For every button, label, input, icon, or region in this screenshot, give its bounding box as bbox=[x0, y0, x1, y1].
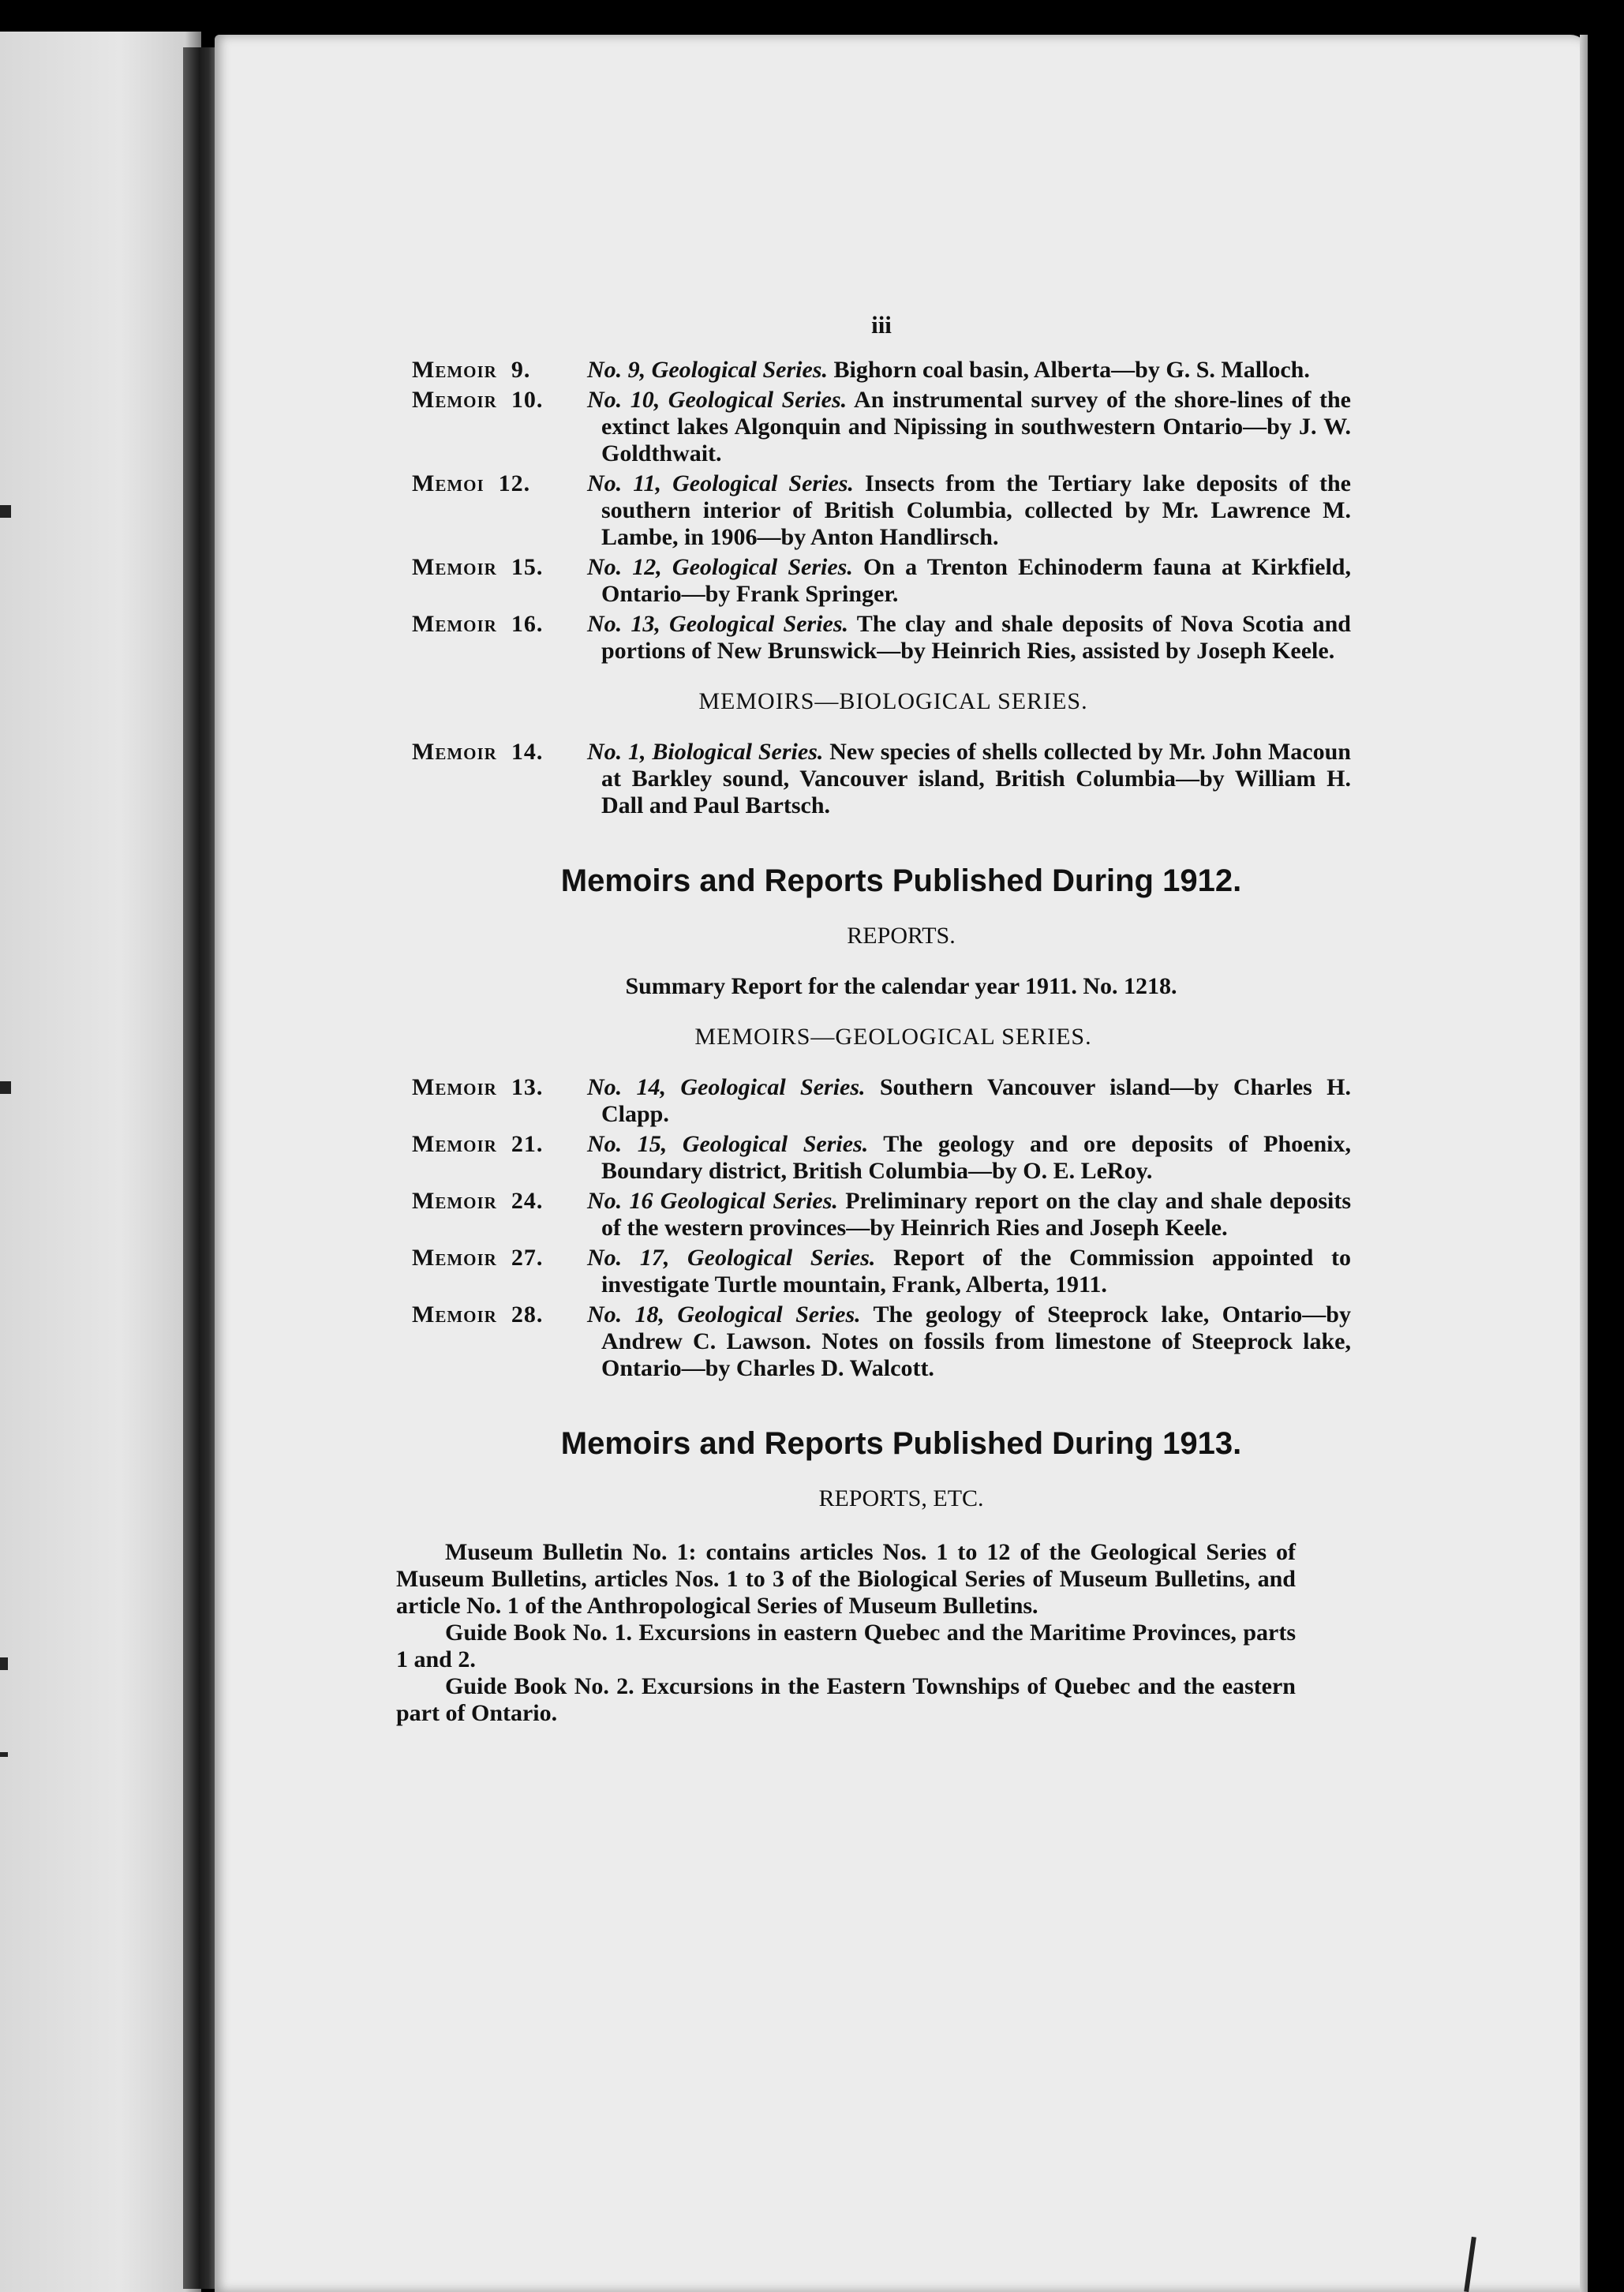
memoir-entry bbox=[412, 1301, 1548, 1382]
series-name: No. 17, Geological Series. bbox=[587, 1245, 876, 1271]
memoir-entry bbox=[412, 554, 1548, 608]
memoir-label bbox=[412, 611, 587, 638]
memoir-number: 28. bbox=[511, 1301, 544, 1328]
memoir-number: 12. bbox=[498, 470, 531, 496]
memoir-description bbox=[587, 357, 1351, 384]
report-paragraph: Guide Book No. 2. Excursions in the Eastern Townships of Quebec and the eastern part of Ontario. bbox=[396, 1673, 1296, 1726]
memoir-number: 15. bbox=[511, 554, 544, 580]
heading-1913: Memoirs and Reports Published During 1913. bbox=[560, 1426, 1242, 1461]
memoir-label bbox=[412, 554, 587, 581]
memoir-description bbox=[587, 1188, 1351, 1242]
memoir-word: Memoir bbox=[412, 387, 497, 413]
memoir-description bbox=[587, 470, 1351, 551]
series-name: No. 1, Biological Series. bbox=[587, 739, 824, 765]
memoir-title: Preliminary report on the clay and shale deposits of the western provinces—by Heinrich Ries and Joseph Keele. bbox=[601, 1188, 1351, 1241]
memoir-title: Southern Vancouver island—by Charles H. Clapp. bbox=[601, 1074, 1351, 1127]
memoir-label bbox=[412, 1245, 587, 1271]
memoir-description bbox=[587, 1074, 1351, 1128]
memoir-description bbox=[587, 1245, 1351, 1298]
memoir-label bbox=[412, 357, 587, 384]
series-name: No. 18, Geological Series. bbox=[587, 1301, 861, 1328]
memoir-entry bbox=[412, 1131, 1548, 1185]
edge-mark bbox=[0, 1752, 8, 1757]
memoir-label bbox=[412, 1188, 587, 1215]
biological-series-heading: MEMOIRS—BIOLOGICAL SERIES. bbox=[698, 688, 1088, 714]
memoir-entry bbox=[412, 470, 1548, 551]
memoir-word: Memoir bbox=[412, 1188, 497, 1214]
memoir-description bbox=[587, 1301, 1351, 1382]
memoir-word: Memoir bbox=[412, 1245, 497, 1271]
memoir-entry bbox=[412, 739, 1548, 819]
memoir-label bbox=[412, 1131, 587, 1158]
geological-series-heading-1912: MEMOIRS—GEOLOGICAL SERIES. bbox=[694, 1024, 1092, 1050]
memoir-number: 14. bbox=[511, 739, 544, 765]
memoir-number: 16. bbox=[511, 611, 544, 637]
memoir-list-top bbox=[412, 357, 1548, 665]
memoir-description bbox=[587, 554, 1351, 608]
memoir-number: 27. bbox=[511, 1245, 544, 1271]
memoir-entry bbox=[412, 357, 1548, 384]
series-name: No. 11, Geological Series. bbox=[587, 470, 854, 496]
heading-1912: Memoirs and Reports Published During 1912. bbox=[560, 863, 1242, 898]
memoir-label bbox=[412, 1301, 587, 1328]
memoir-title: The clay and shale deposits of Nova Scotia and portions of New Brunswick—by Heinrich Ries, assisted by Joseph Keele. bbox=[601, 611, 1351, 664]
memoir-description bbox=[587, 1131, 1351, 1185]
memoir-word: Memoir bbox=[412, 611, 497, 637]
memoir-number: 24. bbox=[511, 1188, 544, 1214]
memoir-list-1912 bbox=[412, 1074, 1548, 1382]
memoir-word: Memoir bbox=[412, 1074, 497, 1100]
reports-heading-1913: REPORTS, ETC. bbox=[818, 1485, 984, 1511]
series-name: No. 10, Geological Series. bbox=[587, 387, 848, 413]
report-paragraph: Museum Bulletin No. 1: contains articles Nos. 1 to 12 of the Geological Series of Museum Bulletins, articles Nos. 1 to 3 of the Biological Series of Museum Bulletins, and article No. 1 of the Anthropological Series of Museum Bulletins. bbox=[396, 1539, 1296, 1619]
memoir-word: Memoir bbox=[412, 739, 497, 765]
series-name: No. 14, Geological Series. bbox=[587, 1074, 866, 1100]
page-number: iii bbox=[871, 311, 892, 339]
edge-mark bbox=[0, 1657, 8, 1670]
report-paragraph: Guide Book No. 1. Excursions in eastern Quebec and the Maritime Provinces, parts 1 and 2. bbox=[396, 1620, 1296, 1672]
edge-mark bbox=[0, 1081, 11, 1094]
memoir-label bbox=[412, 387, 587, 414]
memoir-entry bbox=[412, 387, 1548, 467]
memoir-title: Bighorn coal basin, Alberta—by G. S. Malloch. bbox=[827, 357, 1310, 383]
memoir-number: 13. bbox=[511, 1074, 544, 1100]
memoir-entry bbox=[412, 1188, 1548, 1242]
memoir-title: Insects from the Tertiary lake deposits of the southern interior of British Columbia, collected by Mr. Lawrence M. Lambe, in 1906—by Anton Handlirsch. bbox=[601, 470, 1352, 550]
memoir-number: 9. bbox=[511, 357, 531, 383]
memoir-word: Memoir bbox=[412, 1131, 497, 1157]
memoir-entry bbox=[412, 1245, 1548, 1298]
memoir-description bbox=[587, 739, 1351, 819]
memoir-title: The geology and ore deposits of Phoenix, Boundary district, British Columbia—by O. E. LeRoy. bbox=[601, 1131, 1351, 1184]
page-content bbox=[396, 311, 1548, 1727]
memoir-title: New species of shells collected by Mr. John Macoun at Barkley sound, Vancouver island, British Columbia—by William H. Dall and Paul Bartsch. bbox=[601, 739, 1351, 818]
memoir-number: 10. bbox=[511, 387, 544, 413]
left-facing-page bbox=[0, 32, 201, 2292]
memoir-word: Memoir bbox=[412, 1301, 497, 1328]
memoir-title: An instrumental survey of the shore-lines of the extinct lakes Algonquin and Nipissing in southwestern Ontario—by J. W. Goldthwait. bbox=[601, 387, 1352, 466]
book-page bbox=[215, 35, 1588, 2292]
series-name: No. 15, Geological Series. bbox=[587, 1131, 869, 1157]
memoir-label bbox=[412, 739, 587, 766]
memoir-number: 21. bbox=[511, 1131, 544, 1157]
memoir-word: Memoi bbox=[412, 470, 485, 496]
memoir-word: Memoir bbox=[412, 554, 497, 580]
reports-1913-list bbox=[396, 1539, 1548, 1727]
summary-report-line: Summary Report for the calendar year 1911. No. 1218. bbox=[625, 973, 1177, 999]
series-name: No. 12, Geological Series. bbox=[587, 554, 853, 580]
memoir-title: On a Trenton Echinoderm fauna at Kirkfield, Ontario—by Frank Springer. bbox=[601, 554, 1351, 607]
memoir-title: The geology of Steeprock lake, Ontario—by Andrew C. Lawson. Notes on fossils from limestone of Steeprock lake, Ontario—by Charles D. Walcott. bbox=[601, 1301, 1351, 1381]
memoir-description bbox=[587, 611, 1351, 665]
memoir-entry bbox=[412, 1074, 1548, 1128]
series-name: No. 13, Geological Series. bbox=[587, 611, 849, 637]
memoir-word: Memoir bbox=[412, 357, 497, 383]
series-name: No. 9, Geological Series. bbox=[587, 357, 828, 383]
memoir-title: Report of the Commission appointed to investigate Turtle mountain, Frank, Alberta, 1911. bbox=[601, 1245, 1351, 1298]
memoir-label bbox=[412, 470, 587, 497]
memoir-label bbox=[412, 1074, 587, 1101]
edge-mark bbox=[0, 505, 11, 518]
memoir-entry bbox=[412, 611, 1548, 665]
memoir-list-biological bbox=[412, 739, 1548, 819]
page-edge bbox=[1580, 35, 1588, 2292]
series-name: No. 16 Geological Series. bbox=[587, 1188, 838, 1214]
memoir-description bbox=[587, 387, 1351, 467]
reports-heading-1912: REPORTS. bbox=[847, 923, 956, 949]
page-crease bbox=[1464, 2237, 1476, 2292]
